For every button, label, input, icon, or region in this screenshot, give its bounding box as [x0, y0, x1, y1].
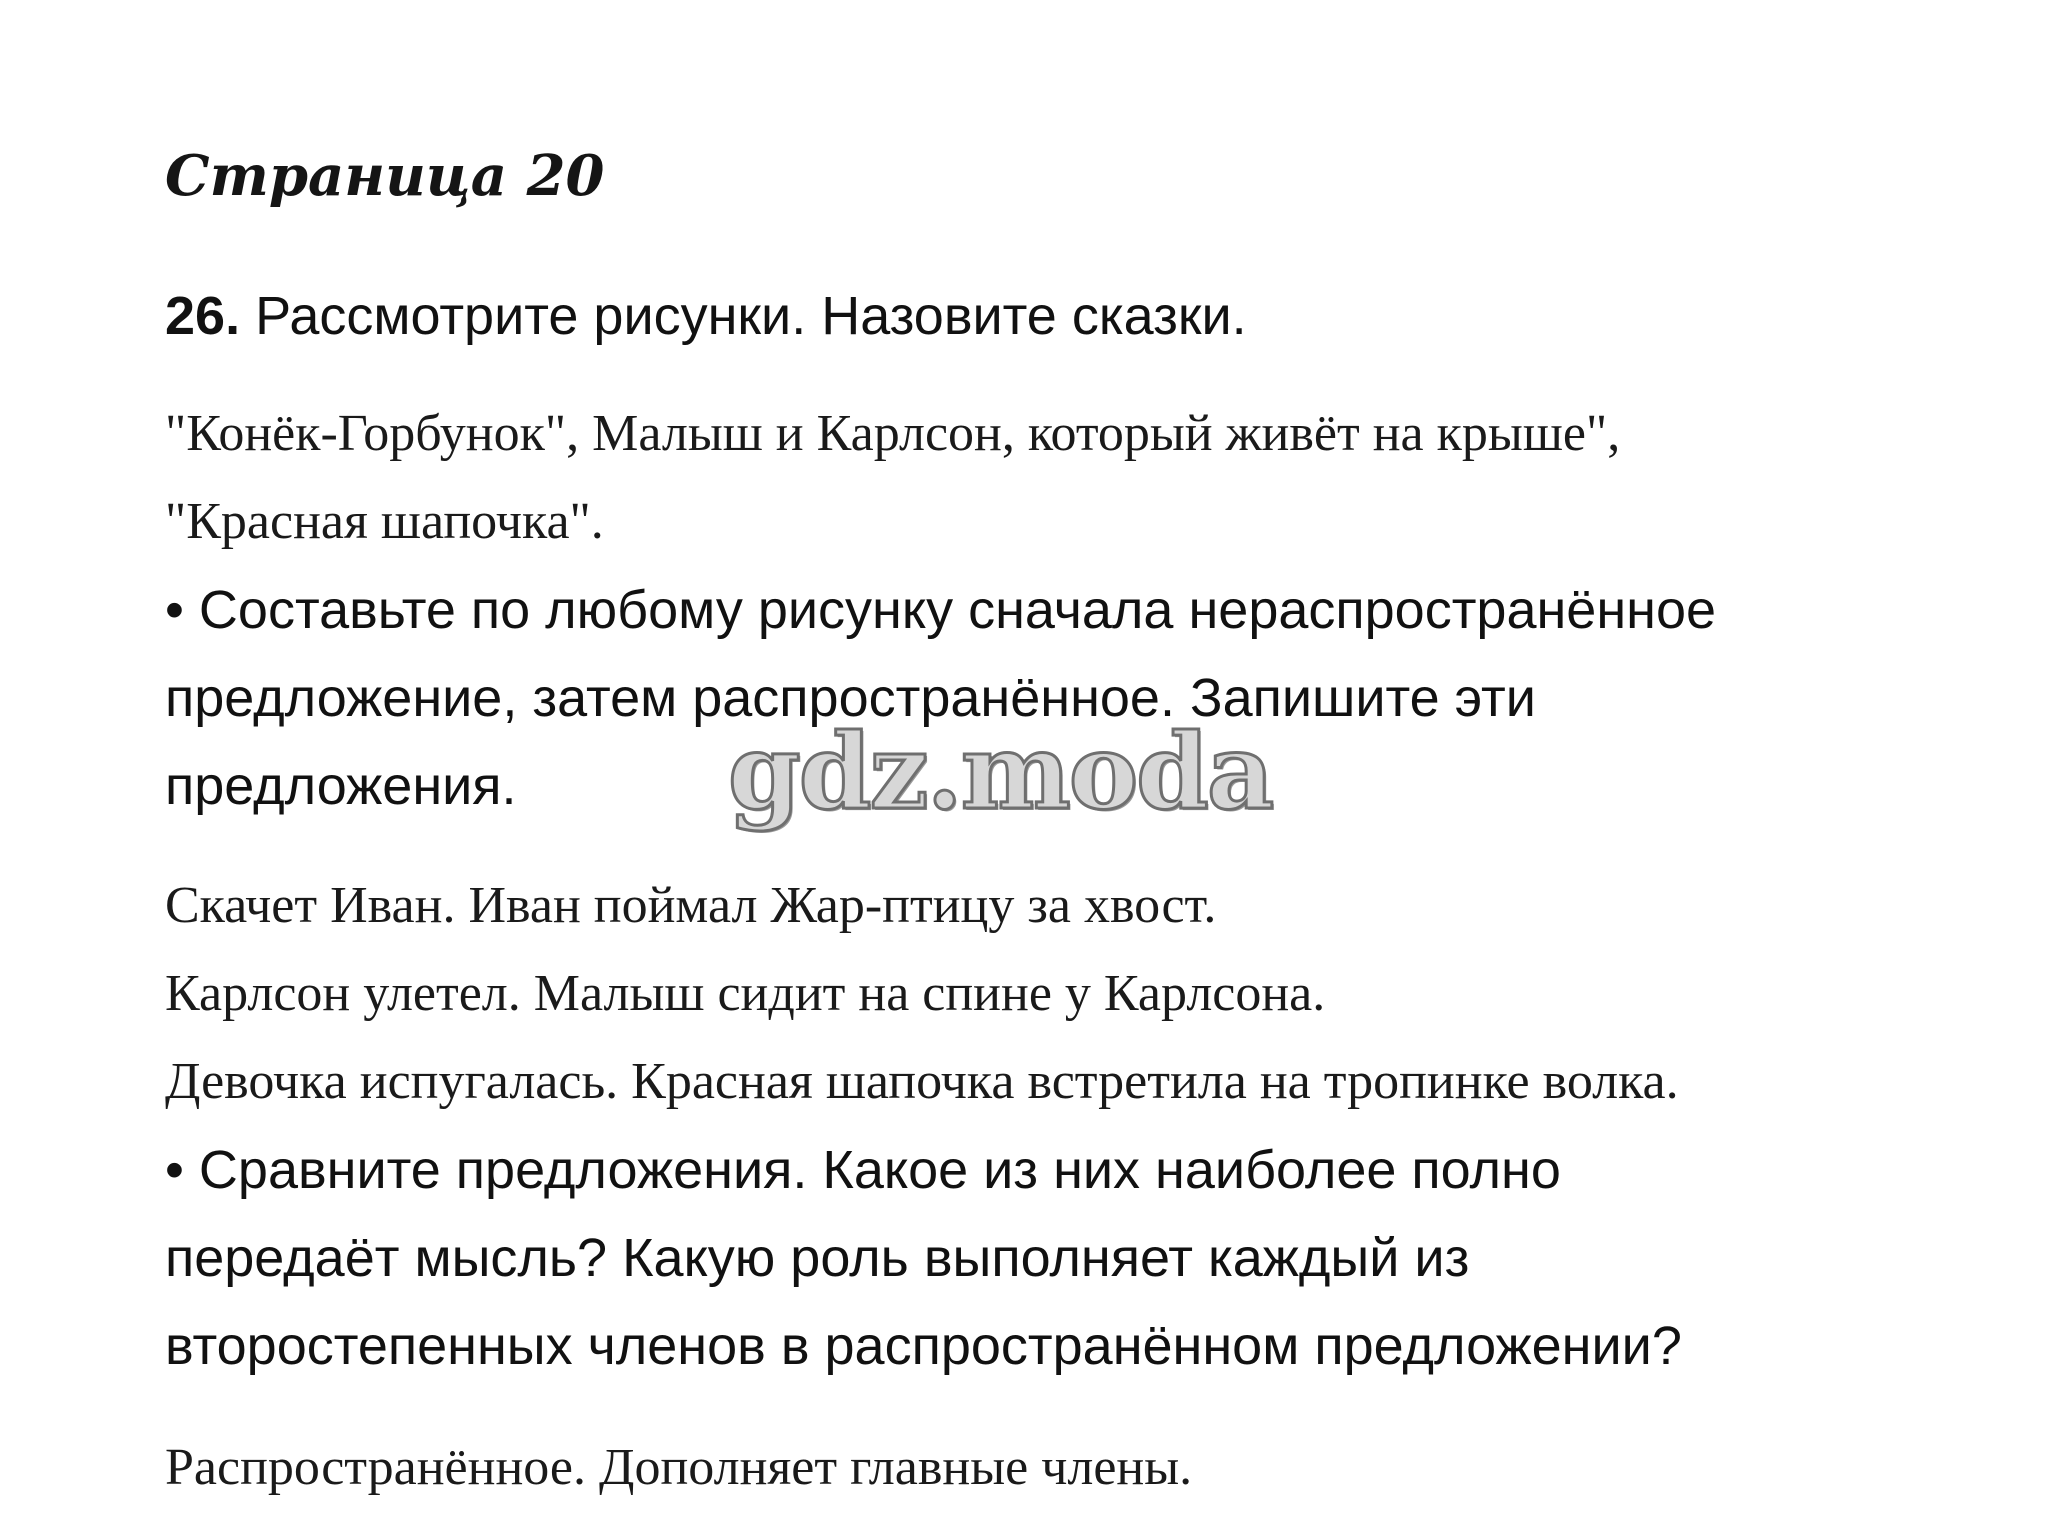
watermark-logo: gdz.moda	[728, 710, 1273, 833]
instruction-line: предложения.	[165, 756, 517, 816]
instruction-line: передаёт мысль? Какую роль выполняет каждый из	[165, 1228, 1470, 1288]
answer-line: Скачет Иван. Иван поймал Жар-птицу за хвост.	[165, 877, 1217, 934]
answer-comparison	[165, 1424, 1192, 1512]
instruction-line: предложение, затем распространённое. Запишите эти	[165, 668, 1536, 728]
instruction-line: • Сравните предложения. Какое из них наиболее полно	[165, 1140, 1561, 1200]
instruction-line: второстепенных членов в распространённом предложении?	[165, 1316, 1682, 1376]
answer-line: Распространённое. Дополняет главные члены.	[165, 1439, 1193, 1496]
instruction-compare-sentences	[165, 1126, 1682, 1390]
answer-line: Карлсон улетел. Малыш сидит на спине у Карлсона.	[165, 965, 1326, 1022]
answer-line: "Красная шапочка".	[165, 493, 604, 550]
answer-sentences	[165, 862, 1679, 1126]
page-heading: Страница 20	[165, 143, 605, 209]
instruction-line: • Составьте по любому рисунку сначала нераспространённое	[165, 580, 1717, 640]
answer-line: Девочка испугалась. Красная шапочка встретила на тропинке волка.	[165, 1053, 1679, 1110]
answer-line: "Конёк-Горбунок", Малыш и Карлсон, который живёт на крыше",	[165, 405, 1621, 462]
task-number: 26.	[165, 286, 241, 346]
task-26	[165, 272, 1247, 360]
answer-fairy-tales	[165, 390, 1620, 566]
task-prompt: Рассмотрите рисунки. Назовите сказки.	[255, 286, 1247, 346]
